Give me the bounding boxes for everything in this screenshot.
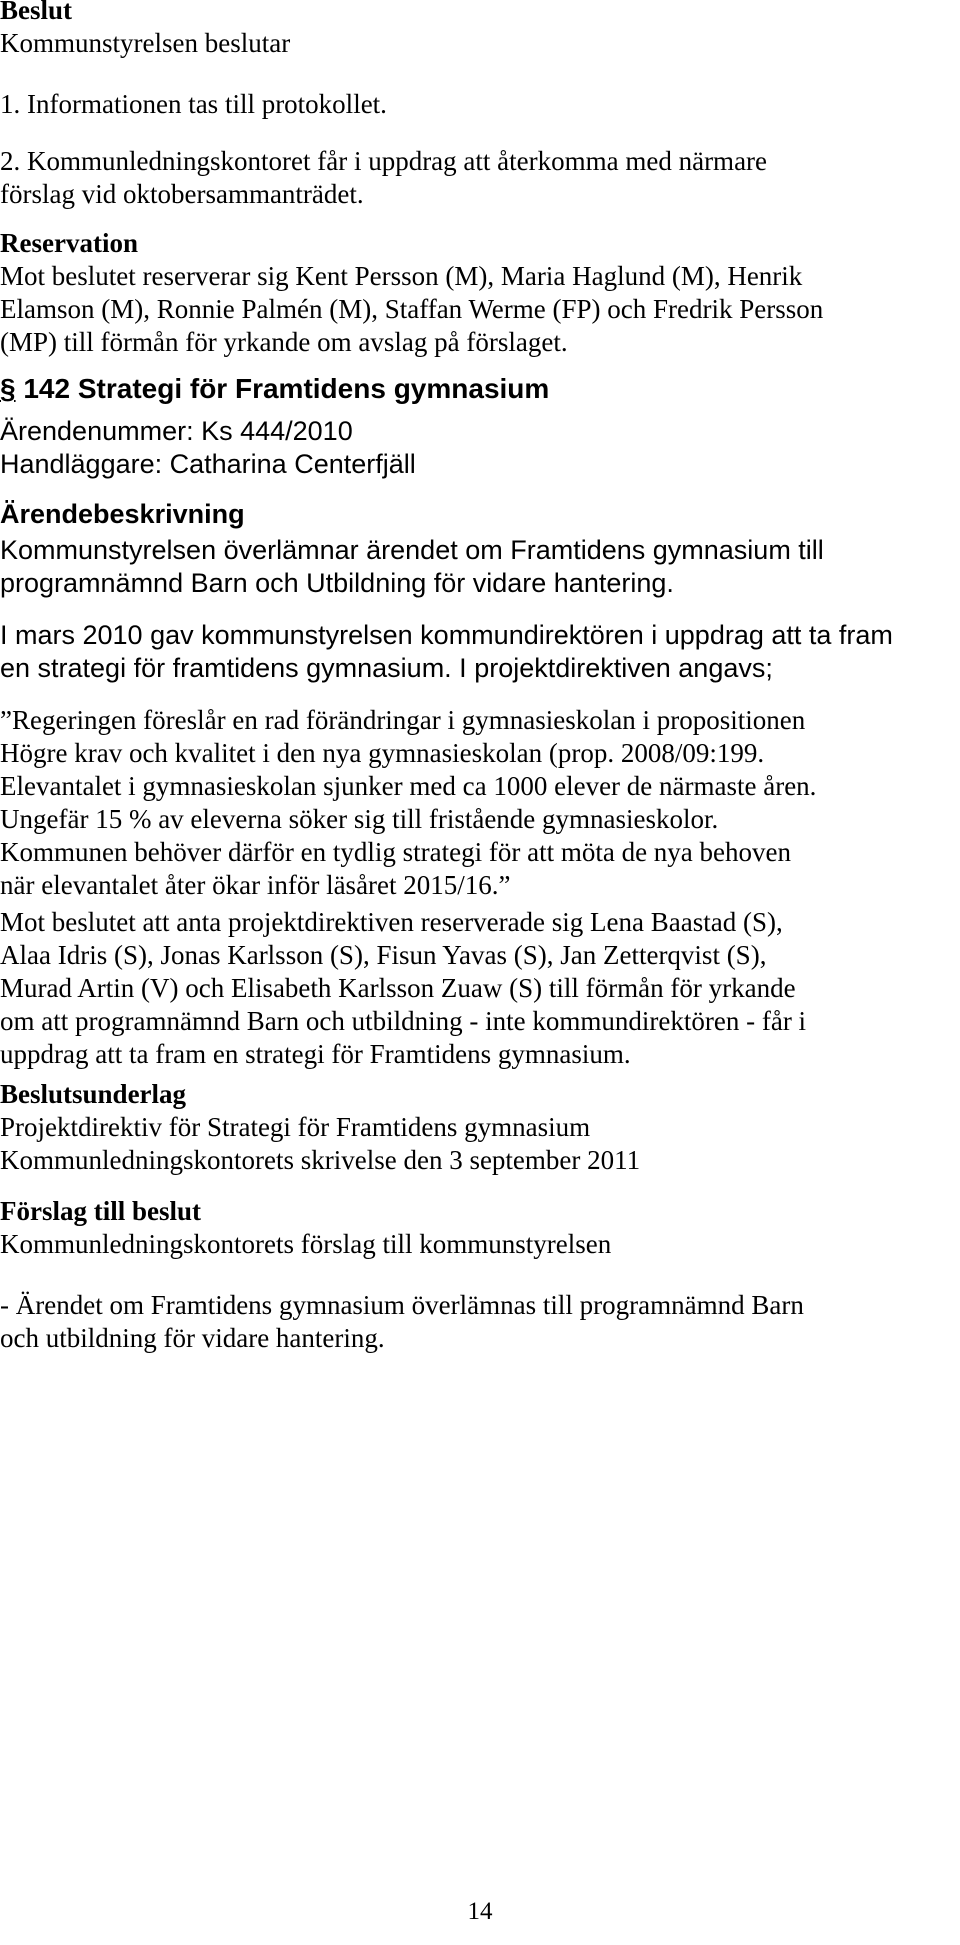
section-heading [0,371,950,407]
beslut-heading: Beslut [0,0,73,25]
beslut-item-1: 1. Informationen tas till protokollet. [0,89,387,119]
section-title: 142 Strategi för Framtidens gymnasium [23,373,550,404]
reservation-line: Elamson (M), Ronnie Palmén (M), Staffan Werme (FP) och Fredrik Persson [0,294,824,324]
reservation-line: (MP) till förmån för yrkande om avslag på förslaget. [0,327,568,357]
beslutsunderlag-item: Projektdirektiv för Strategi för Framtidens gymnasium [0,1112,591,1142]
arendebeskrivning-paragraph-1: Kommunstyrelsen överlämnar ärendet om Framtidens gymnasium till programnämnd Barn och Utbildning för vidare hantering. [0,535,824,598]
arendebeskrivning-paragraph-2: I mars 2010 gav kommunstyrelsen kommundirektören i uppdrag att ta fram en strategi för framtidens gymnasium. I projektdirektiven angavs; [0,620,893,683]
case-info [0,415,950,481]
forslag-heading: Förslag till beslut [0,1196,201,1226]
beslut-section [0,0,950,60]
beslut-item-2: 2. Kommunledningskontoret får i uppdrag att återkomma med närmare förslag vid oktobersammanträdet. [0,146,768,209]
arendebeskrivning-heading: Ärendebeskrivning [0,499,245,529]
section-mark: § [0,373,16,404]
beslutsunderlag-item: Kommunledningskontorets skrivelse den 3 september 2011 [0,1145,641,1175]
reservation-heading: Reservation [0,228,138,258]
beslutsunderlag-section [0,1078,950,1177]
page-number: 14 [467,1898,493,1925]
directive-quote: ”Regeringen föreslår en rad förändringar i gymnasieskolan i propositionen Högre krav och kvalitet i den nya gymnasieskolan (prop. 2008/09:199. Elevantalet i gymnasieskolan sjunker med ca 1000 elever de närmaste åren. Ungefär 15 % av eleverna söker sig till fristående gymnasieskolor. Kommunen behöver därför en tydlig strategi för att möta de nya behoven när elevantalet åter ökar inför läsåret 2015/16.” [0,705,817,900]
beslutsunderlag-heading: Beslutsunderlag [0,1079,187,1109]
beslut-intro: Kommunstyrelsen beslutar [0,28,291,58]
forslag-item: - Ärendet om Framtidens gymnasium överlämnas till programnämnd Barn och utbildning för vidare hantering. [0,1290,804,1353]
reservation-line: Mot beslutet reserverar sig Kent Persson (M), Maria Haglund (M), Henrik [0,261,803,291]
reservation-section [0,227,950,359]
forslag-section [0,1195,950,1261]
case-number: Ärendenummer: Ks 444/2010 [0,416,353,446]
case-handler: Handläggare: Catharina Centerfjäll [0,449,416,479]
forslag-intro: Kommunledningskontorets förslag till kommunstyrelsen [0,1229,612,1259]
arendebeskrivning-paragraph-3: Mot beslutet att anta projektdirektiven reserverade sig Lena Baastad (S), Alaa Idris (S), Jonas Karlsson (S), Fisun Yavas (S), Jan Zetterqvist (S), Murad Artin (V) och Elisabeth Karlsson Zuaw (S) till förmån för yrkande om att programnämnd Barn och utbildning - inte kommundirektören - får i uppdrag att ta fram en strategi för Framtidens gymnasium. [0,907,807,1069]
